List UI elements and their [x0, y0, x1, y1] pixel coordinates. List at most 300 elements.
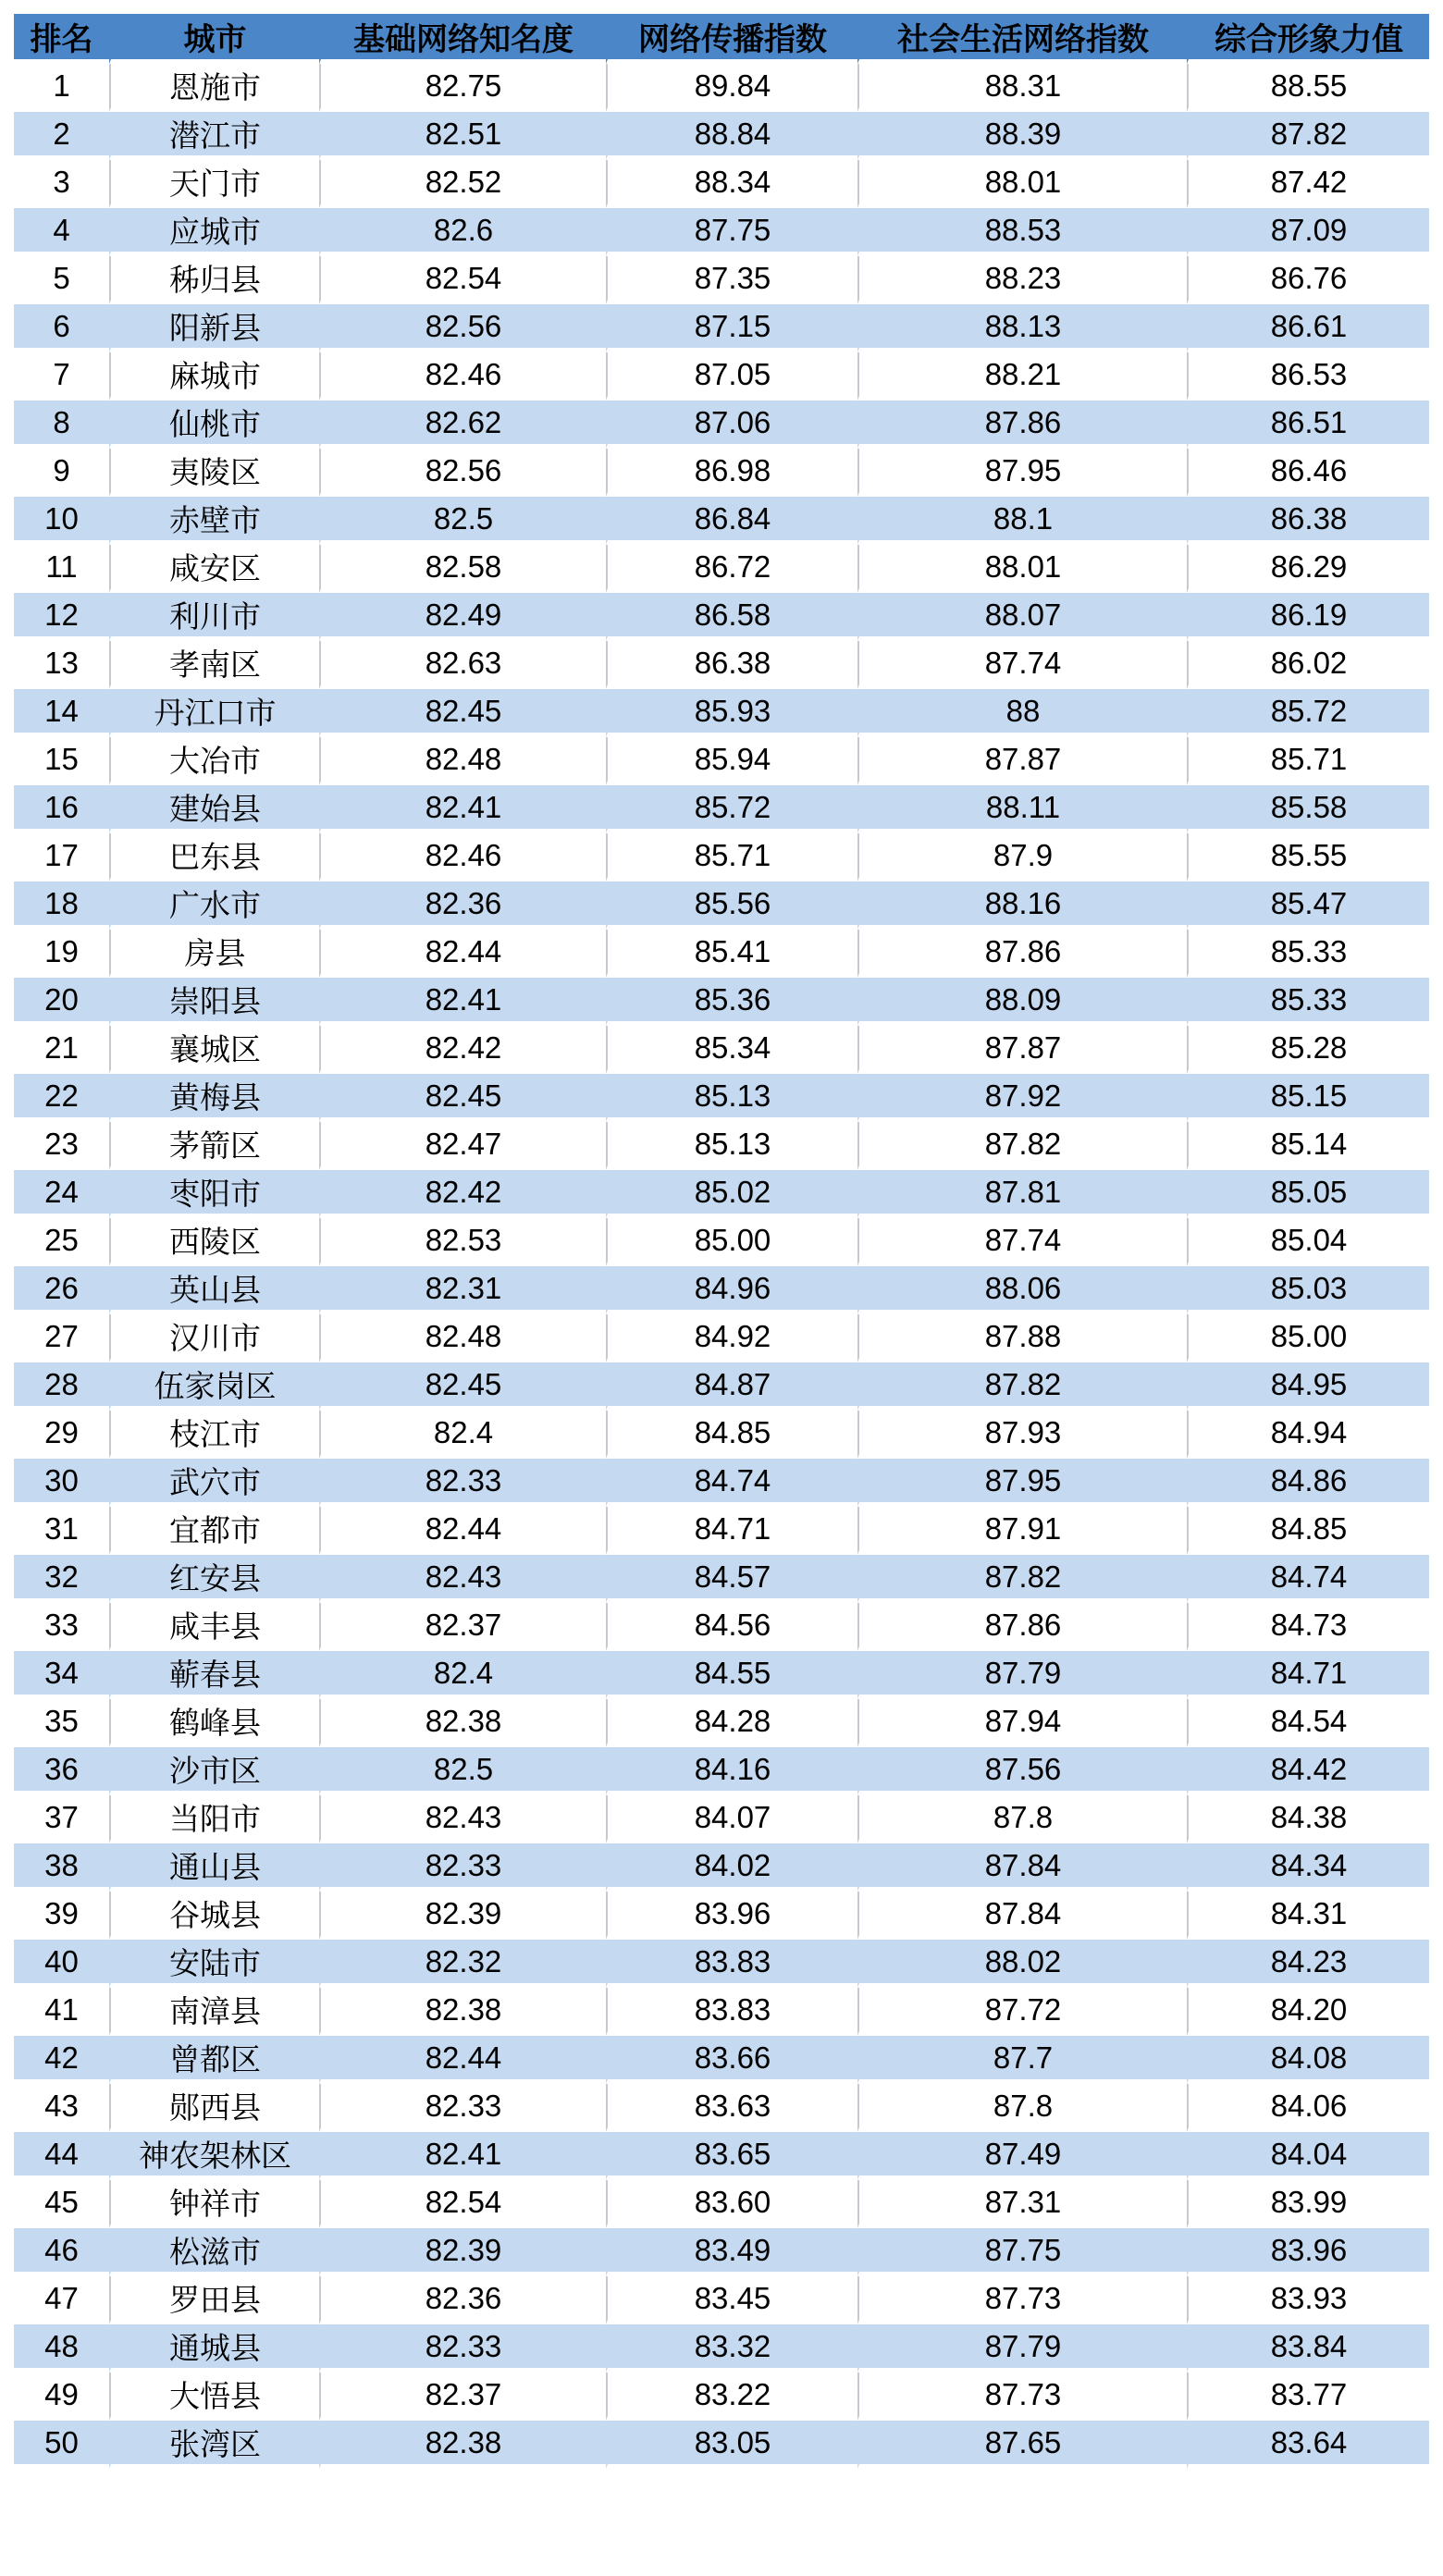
basic-awareness-cell: 82.48: [319, 737, 606, 785]
city-cell: 利川市: [109, 593, 319, 641]
table-row: [14, 2373, 1429, 2421]
composite-score-cell: 85.15: [1187, 1074, 1429, 1122]
table-row: [14, 1459, 1429, 1507]
city-cell: 仙桃市: [109, 401, 319, 449]
social-index-cell: 87.86: [857, 401, 1187, 449]
table-row: [14, 449, 1429, 497]
rank-cell: 3: [14, 160, 109, 208]
table-row: [14, 833, 1429, 881]
basic-awareness-cell: 82.33: [319, 1459, 606, 1507]
rank-cell: 38: [14, 1843, 109, 1892]
basic-awareness-cell: 82.39: [319, 2228, 606, 2276]
social-index-cell: 88.23: [857, 256, 1187, 304]
spread-index-cell: 84.55: [606, 1651, 857, 1699]
spread-index-cell: 87.15: [606, 304, 857, 352]
composite-score-cell: 85.05: [1187, 1170, 1429, 1218]
composite-score-cell: 84.06: [1187, 2084, 1429, 2132]
composite-score-cell: 84.04: [1187, 2132, 1429, 2180]
basic-awareness-cell: 82.37: [319, 2373, 606, 2421]
spread-index-cell: 83.32: [606, 2324, 857, 2373]
composite-score-cell: 85.58: [1187, 785, 1429, 833]
table-row: [14, 1651, 1429, 1699]
basic-awareness-cell: 82.42: [319, 1170, 606, 1218]
rank-cell: 30: [14, 1459, 109, 1507]
city-cell: 通山县: [109, 1843, 319, 1892]
city-cell: 沙市区: [109, 1747, 319, 1795]
table-row: [14, 1218, 1429, 1266]
rank-cell: 26: [14, 1266, 109, 1314]
composite-score-cell: 85.33: [1187, 930, 1429, 978]
composite-score-cell: 86.19: [1187, 593, 1429, 641]
composite-score-cell: 85.04: [1187, 1218, 1429, 1266]
basic-awareness-cell: 82.51: [319, 112, 606, 160]
social-index-cell: 88.16: [857, 881, 1187, 930]
city-cell: 武穴市: [109, 1459, 319, 1507]
table-row: [14, 2036, 1429, 2084]
rank-cell: 9: [14, 449, 109, 497]
city-cell: 鹤峰县: [109, 1699, 319, 1747]
composite-score-cell: 84.42: [1187, 1747, 1429, 1795]
city-cell: 伍家岗区: [109, 1362, 319, 1411]
composite-score-cell: 87.42: [1187, 160, 1429, 208]
social-index-cell: 88.02: [857, 1940, 1187, 1988]
city-cell: 大悟县: [109, 2373, 319, 2421]
table-row: [14, 160, 1429, 208]
city-cell: 红安县: [109, 1555, 319, 1603]
rank-cell: 14: [14, 689, 109, 737]
rank-cell: 47: [14, 2276, 109, 2324]
table-row: [14, 978, 1429, 1026]
table-row: [14, 256, 1429, 304]
social-index-cell: 87.75: [857, 2228, 1187, 2276]
table-row: [14, 352, 1429, 401]
rank-cell: 28: [14, 1362, 109, 1411]
social-index-cell: 87.31: [857, 2180, 1187, 2228]
basic-awareness-cell: 82.45: [319, 689, 606, 737]
spread-index-cell: 85.02: [606, 1170, 857, 1218]
rank-cell: 25: [14, 1218, 109, 1266]
social-index-cell: 88.53: [857, 208, 1187, 256]
table-row: [14, 2228, 1429, 2276]
city-cell: 天门市: [109, 160, 319, 208]
spread-index-cell: 84.02: [606, 1843, 857, 1892]
social-index-cell: 87.95: [857, 1459, 1187, 1507]
composite-score-cell: 86.38: [1187, 497, 1429, 545]
social-index-cell: 87.82: [857, 1122, 1187, 1170]
composite-score-cell: 85.14: [1187, 1122, 1429, 1170]
rank-cell: 43: [14, 2084, 109, 2132]
composite-score-cell: 86.61: [1187, 304, 1429, 352]
social-index-cell: 88: [857, 689, 1187, 737]
table-row: [14, 545, 1429, 593]
city-cell: 潜江市: [109, 112, 319, 160]
composite-score-cell: 84.54: [1187, 1699, 1429, 1747]
basic-awareness-cell: 82.38: [319, 1699, 606, 1747]
rank-cell: 42: [14, 2036, 109, 2084]
header-rank: 排名: [14, 14, 109, 64]
spread-index-cell: 87.06: [606, 401, 857, 449]
composite-score-cell: 86.46: [1187, 449, 1429, 497]
composite-score-cell: 85.03: [1187, 1266, 1429, 1314]
social-index-cell: 87.86: [857, 930, 1187, 978]
city-cell: 咸丰县: [109, 1603, 319, 1651]
spread-index-cell: 83.83: [606, 1940, 857, 1988]
table-row: [14, 881, 1429, 930]
spread-index-cell: 83.22: [606, 2373, 857, 2421]
composite-score-cell: 85.28: [1187, 1026, 1429, 1074]
social-index-cell: 87.84: [857, 1843, 1187, 1892]
spread-index-cell: 87.35: [606, 256, 857, 304]
table-row: [14, 1362, 1429, 1411]
table-row: [14, 304, 1429, 352]
header-composite-score: 综合形象力值: [1187, 14, 1429, 64]
table-row: [14, 208, 1429, 256]
composite-score-cell: 83.93: [1187, 2276, 1429, 2324]
basic-awareness-cell: 82.43: [319, 1795, 606, 1843]
spread-index-cell: 84.74: [606, 1459, 857, 1507]
basic-awareness-cell: 82.33: [319, 2324, 606, 2373]
rank-cell: 41: [14, 1988, 109, 2036]
basic-awareness-cell: 82.31: [319, 1266, 606, 1314]
social-index-cell: 87.74: [857, 1218, 1187, 1266]
table-row: [14, 1747, 1429, 1795]
table-row: [14, 2324, 1429, 2373]
basic-awareness-cell: 82.54: [319, 2180, 606, 2228]
table-row: [14, 1266, 1429, 1314]
table-row: [14, 1507, 1429, 1555]
composite-score-cell: 87.09: [1187, 208, 1429, 256]
basic-awareness-cell: 82.38: [319, 1988, 606, 2036]
city-cell: 罗田县: [109, 2276, 319, 2324]
spread-index-cell: 88.34: [606, 160, 857, 208]
composite-score-cell: 84.20: [1187, 1988, 1429, 2036]
table-row: [14, 785, 1429, 833]
rank-cell: 49: [14, 2373, 109, 2421]
basic-awareness-cell: 82.39: [319, 1892, 606, 1940]
social-index-cell: 87.8: [857, 2084, 1187, 2132]
social-index-cell: 87.79: [857, 2324, 1187, 2373]
table-row: [14, 1940, 1429, 1988]
composite-score-cell: 83.99: [1187, 2180, 1429, 2228]
city-ranking-table-container: [14, 14, 1429, 2469]
composite-score-cell: 83.77: [1187, 2373, 1429, 2421]
header-basic-awareness: 基础网络知名度: [319, 14, 606, 64]
basic-awareness-cell: 82.6: [319, 208, 606, 256]
rank-cell: 22: [14, 1074, 109, 1122]
spread-index-cell: 89.84: [606, 64, 857, 112]
table-row: [14, 1170, 1429, 1218]
basic-awareness-cell: 82.44: [319, 930, 606, 978]
social-index-cell: 87.87: [857, 737, 1187, 785]
social-index-cell: 87.72: [857, 1988, 1187, 2036]
city-cell: 巴东县: [109, 833, 319, 881]
social-index-cell: 87.86: [857, 1603, 1187, 1651]
city-cell: 茅箭区: [109, 1122, 319, 1170]
header-social-index: 社会生活网络指数: [857, 14, 1187, 64]
social-index-cell: 87.79: [857, 1651, 1187, 1699]
city-cell: 孝南区: [109, 641, 319, 689]
rank-cell: 23: [14, 1122, 109, 1170]
spread-index-cell: 83.45: [606, 2276, 857, 2324]
table-row: [14, 2084, 1429, 2132]
social-index-cell: 87.95: [857, 449, 1187, 497]
composite-score-cell: 85.71: [1187, 737, 1429, 785]
composite-score-cell: 86.02: [1187, 641, 1429, 689]
spread-index-cell: 83.83: [606, 1988, 857, 2036]
table-row: [14, 2180, 1429, 2228]
social-index-cell: 87.91: [857, 1507, 1187, 1555]
table-row: [14, 1699, 1429, 1747]
table-row: [14, 112, 1429, 160]
basic-awareness-cell: 82.52: [319, 160, 606, 208]
city-cell: 丹江口市: [109, 689, 319, 737]
table-row: [14, 64, 1429, 112]
basic-awareness-cell: 82.33: [319, 1843, 606, 1892]
table-row: [14, 930, 1429, 978]
table-row: [14, 1074, 1429, 1122]
spread-index-cell: 85.72: [606, 785, 857, 833]
rank-cell: 40: [14, 1940, 109, 1988]
city-cell: 广水市: [109, 881, 319, 930]
spread-index-cell: 83.05: [606, 2421, 857, 2469]
social-index-cell: 87.65: [857, 2421, 1187, 2469]
spread-index-cell: 85.41: [606, 930, 857, 978]
spread-index-cell: 85.93: [606, 689, 857, 737]
rank-cell: 10: [14, 497, 109, 545]
social-index-cell: 87.7: [857, 2036, 1187, 2084]
composite-score-cell: 83.84: [1187, 2324, 1429, 2373]
social-index-cell: 88.11: [857, 785, 1187, 833]
basic-awareness-cell: 82.44: [319, 1507, 606, 1555]
rank-cell: 39: [14, 1892, 109, 1940]
social-index-cell: 88.21: [857, 352, 1187, 401]
rank-cell: 16: [14, 785, 109, 833]
social-index-cell: 87.74: [857, 641, 1187, 689]
basic-awareness-cell: 82.4: [319, 1651, 606, 1699]
spread-index-cell: 84.87: [606, 1362, 857, 1411]
composite-score-cell: 84.94: [1187, 1411, 1429, 1459]
rank-cell: 2: [14, 112, 109, 160]
table-row: [14, 1988, 1429, 2036]
city-cell: 咸安区: [109, 545, 319, 593]
basic-awareness-cell: 82.37: [319, 1603, 606, 1651]
composite-score-cell: 84.86: [1187, 1459, 1429, 1507]
city-cell: 神农架林区: [109, 2132, 319, 2180]
rank-cell: 48: [14, 2324, 109, 2373]
spread-index-cell: 83.49: [606, 2228, 857, 2276]
spread-index-cell: 86.58: [606, 593, 857, 641]
rank-cell: 13: [14, 641, 109, 689]
spread-index-cell: 83.63: [606, 2084, 857, 2132]
basic-awareness-cell: 82.4: [319, 1411, 606, 1459]
city-cell: 张湾区: [109, 2421, 319, 2469]
composite-score-cell: 84.38: [1187, 1795, 1429, 1843]
social-index-cell: 88.31: [857, 64, 1187, 112]
composite-score-cell: 84.95: [1187, 1362, 1429, 1411]
basic-awareness-cell: 82.56: [319, 304, 606, 352]
spread-index-cell: 84.16: [606, 1747, 857, 1795]
spread-index-cell: 87.75: [606, 208, 857, 256]
table-row: [14, 1795, 1429, 1843]
social-index-cell: 88.13: [857, 304, 1187, 352]
city-cell: 夷陵区: [109, 449, 319, 497]
table-row: [14, 737, 1429, 785]
social-index-cell: 87.87: [857, 1026, 1187, 1074]
spread-index-cell: 84.07: [606, 1795, 857, 1843]
spread-index-cell: 85.36: [606, 978, 857, 1026]
composite-score-cell: 83.96: [1187, 2228, 1429, 2276]
rank-cell: 44: [14, 2132, 109, 2180]
spread-index-cell: 84.92: [606, 1314, 857, 1362]
header-row: [14, 14, 1429, 64]
composite-score-cell: 86.51: [1187, 401, 1429, 449]
composite-score-cell: 88.55: [1187, 64, 1429, 112]
basic-awareness-cell: 82.62: [319, 401, 606, 449]
table-row: [14, 1026, 1429, 1074]
city-cell: 黄梅县: [109, 1074, 319, 1122]
city-cell: 松滋市: [109, 2228, 319, 2276]
spread-index-cell: 87.05: [606, 352, 857, 401]
spread-index-cell: 83.65: [606, 2132, 857, 2180]
composite-score-cell: 86.29: [1187, 545, 1429, 593]
city-cell: 赤壁市: [109, 497, 319, 545]
spread-index-cell: 84.57: [606, 1555, 857, 1603]
city-cell: 曾都区: [109, 2036, 319, 2084]
social-index-cell: 87.93: [857, 1411, 1187, 1459]
rank-cell: 18: [14, 881, 109, 930]
basic-awareness-cell: 82.33: [319, 2084, 606, 2132]
city-cell: 房县: [109, 930, 319, 978]
spread-index-cell: 83.60: [606, 2180, 857, 2228]
basic-awareness-cell: 82.47: [319, 1122, 606, 1170]
spread-index-cell: 84.85: [606, 1411, 857, 1459]
composite-score-cell: 85.00: [1187, 1314, 1429, 1362]
rank-cell: 31: [14, 1507, 109, 1555]
table-row: [14, 1314, 1429, 1362]
spread-index-cell: 84.28: [606, 1699, 857, 1747]
city-cell: 蕲春县: [109, 1651, 319, 1699]
spread-index-cell: 86.98: [606, 449, 857, 497]
rank-cell: 37: [14, 1795, 109, 1843]
city-cell: 恩施市: [109, 64, 319, 112]
basic-awareness-cell: 82.44: [319, 2036, 606, 2084]
spread-index-cell: 85.34: [606, 1026, 857, 1074]
social-index-cell: 88.39: [857, 112, 1187, 160]
city-cell: 当阳市: [109, 1795, 319, 1843]
basic-awareness-cell: 82.5: [319, 1747, 606, 1795]
city-cell: 郧西县: [109, 2084, 319, 2132]
composite-score-cell: 85.72: [1187, 689, 1429, 737]
table-row: [14, 2276, 1429, 2324]
city-cell: 建始县: [109, 785, 319, 833]
basic-awareness-cell: 82.45: [319, 1074, 606, 1122]
city-cell: 宜都市: [109, 1507, 319, 1555]
composite-score-cell: 85.33: [1187, 978, 1429, 1026]
spread-index-cell: 85.00: [606, 1218, 857, 1266]
basic-awareness-cell: 82.45: [319, 1362, 606, 1411]
spread-index-cell: 86.38: [606, 641, 857, 689]
basic-awareness-cell: 82.36: [319, 2276, 606, 2324]
rank-cell: 29: [14, 1411, 109, 1459]
basic-awareness-cell: 82.5: [319, 497, 606, 545]
composite-score-cell: 86.53: [1187, 352, 1429, 401]
social-index-cell: 87.92: [857, 1074, 1187, 1122]
basic-awareness-cell: 82.48: [319, 1314, 606, 1362]
basic-awareness-cell: 82.43: [319, 1555, 606, 1603]
city-cell: 南漳县: [109, 1988, 319, 2036]
rank-cell: 50: [14, 2421, 109, 2469]
city-cell: 秭归县: [109, 256, 319, 304]
composite-score-cell: 86.76: [1187, 256, 1429, 304]
basic-awareness-cell: 82.63: [319, 641, 606, 689]
rank-cell: 46: [14, 2228, 109, 2276]
rank-cell: 36: [14, 1747, 109, 1795]
rank-cell: 5: [14, 256, 109, 304]
spread-index-cell: 86.84: [606, 497, 857, 545]
city-cell: 枣阳市: [109, 1170, 319, 1218]
social-index-cell: 87.9: [857, 833, 1187, 881]
basic-awareness-cell: 82.56: [319, 449, 606, 497]
table-row: [14, 1892, 1429, 1940]
spread-index-cell: 85.56: [606, 881, 857, 930]
city-cell: 阳新县: [109, 304, 319, 352]
city-ranking-table: [14, 14, 1429, 2469]
rank-cell: 21: [14, 1026, 109, 1074]
composite-score-cell: 84.74: [1187, 1555, 1429, 1603]
rank-cell: 6: [14, 304, 109, 352]
rank-cell: 12: [14, 593, 109, 641]
basic-awareness-cell: 82.41: [319, 2132, 606, 2180]
social-index-cell: 87.81: [857, 1170, 1187, 1218]
basic-awareness-cell: 82.41: [319, 785, 606, 833]
social-index-cell: 88.06: [857, 1266, 1187, 1314]
basic-awareness-cell: 82.49: [319, 593, 606, 641]
spread-index-cell: 84.71: [606, 1507, 857, 1555]
social-index-cell: 87.8: [857, 1795, 1187, 1843]
social-index-cell: 88.1: [857, 497, 1187, 545]
table-row: [14, 1122, 1429, 1170]
rank-cell: 19: [14, 930, 109, 978]
spread-index-cell: 84.56: [606, 1603, 857, 1651]
city-cell: 英山县: [109, 1266, 319, 1314]
basic-awareness-cell: 82.38: [319, 2421, 606, 2469]
basic-awareness-cell: 82.32: [319, 1940, 606, 1988]
city-cell: 汉川市: [109, 1314, 319, 1362]
composite-score-cell: 83.64: [1187, 2421, 1429, 2469]
rank-cell: 17: [14, 833, 109, 881]
rank-cell: 15: [14, 737, 109, 785]
city-cell: 安陆市: [109, 1940, 319, 1988]
city-cell: 大冶市: [109, 737, 319, 785]
spread-index-cell: 85.13: [606, 1074, 857, 1122]
rank-cell: 35: [14, 1699, 109, 1747]
spread-index-cell: 85.71: [606, 833, 857, 881]
rank-cell: 27: [14, 1314, 109, 1362]
table-row: [14, 1555, 1429, 1603]
city-cell: 麻城市: [109, 352, 319, 401]
spread-index-cell: 84.96: [606, 1266, 857, 1314]
spread-index-cell: 88.84: [606, 112, 857, 160]
rank-cell: 1: [14, 64, 109, 112]
rank-cell: 20: [14, 978, 109, 1026]
composite-score-cell: 85.55: [1187, 833, 1429, 881]
spread-index-cell: 83.66: [606, 2036, 857, 2084]
basic-awareness-cell: 82.46: [319, 352, 606, 401]
spread-index-cell: 85.94: [606, 737, 857, 785]
basic-awareness-cell: 82.53: [319, 1218, 606, 1266]
rank-cell: 34: [14, 1651, 109, 1699]
table-row: [14, 641, 1429, 689]
